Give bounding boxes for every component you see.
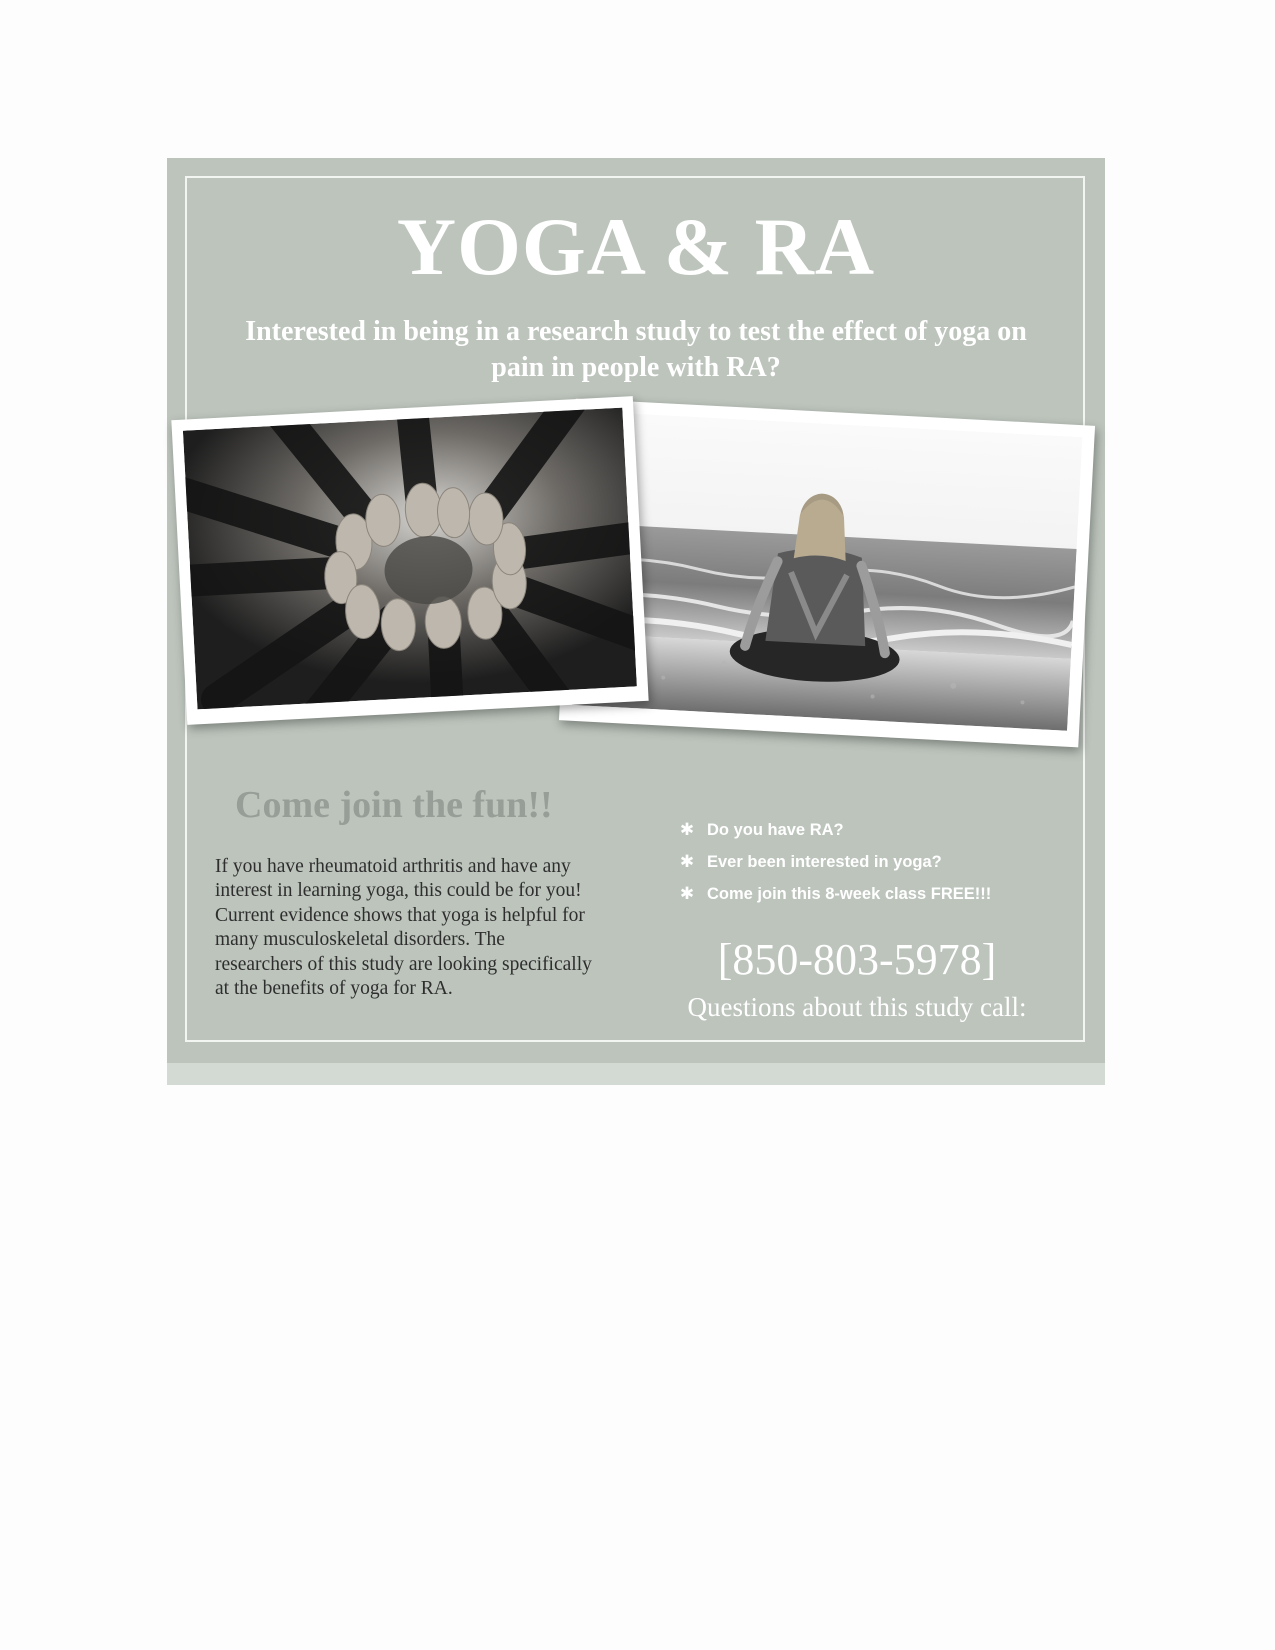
circle-of-feet-image [183,408,637,710]
yoga-ra-flyer [167,158,1105,1085]
study-description: If you have rheumatoid arthritis and have any interest in learning yoga, this could be for you! Current evidence shows that yoga is helpful for many musculoskeletal disorders. The researchers of this study are looking specifically at the benefits of yoga for RA. [215,856,592,1000]
contact-phone-number: [850-803-5978] [717,935,997,984]
bullet-text: Do you have RA? [707,820,844,839]
asterisk-bullet-icon: ✱ [679,852,695,871]
beach-meditation-image [572,411,1083,731]
bullet-item [677,878,991,910]
bullet-list [677,814,991,910]
bullet-text: Come join this 8-week class FREE!!! [707,884,992,903]
questions-contact-label: Questions about this study call: [687,992,1027,1022]
flyer-footer-band [167,1063,1105,1085]
bullet-item [677,846,991,878]
asterisk-bullet-icon: ✱ [679,884,695,903]
bullet-item [677,814,991,846]
flyer-title: YOGA & RA [396,201,876,292]
bullet-text: Ever been interested in yoga? [707,852,942,871]
circle-of-feet-photo [171,396,648,725]
come-join-heading: Come join the fun!! [235,784,553,826]
flyer-subtitle: Interested in being in a research study to test the effect of yoga on pain in people with RA? [245,316,1027,383]
asterisk-bullet-icon: ✱ [679,820,695,839]
